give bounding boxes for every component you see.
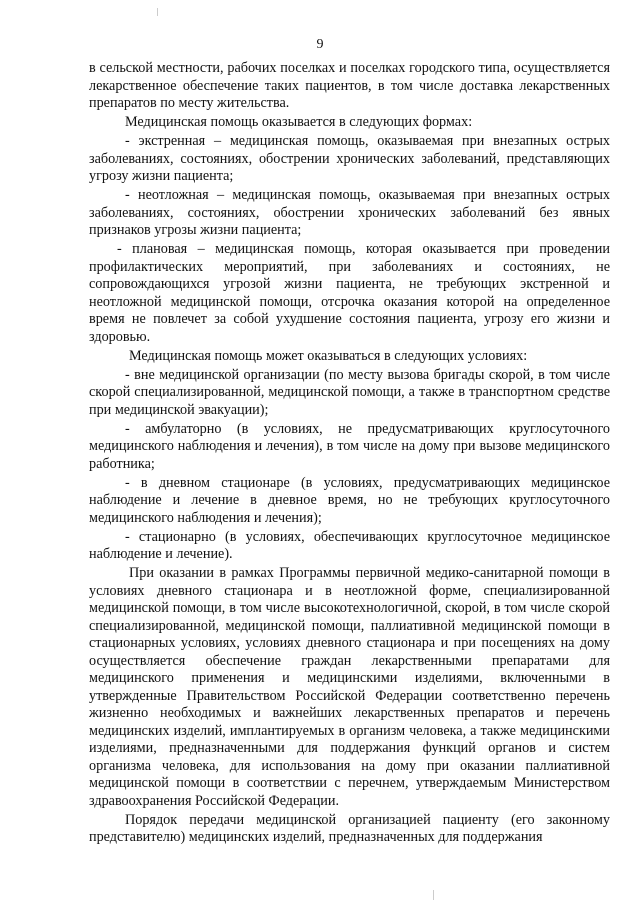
list-item: - неотложная – медицинская помощь, оказываемая при внезапных острых заболеваниях, состояниях, обострении хронических заболеваний без явных признаков угрозы жизни пациента; [89, 187, 610, 238]
paragraph: в сельской местности, рабочих поселках и поселках городского типа, осуществляется лекарственное обеспечение таких пациентов, в том числе доставка лекарственных препаратов по месту жительства. [89, 60, 610, 111]
list-item: - экстренная – медицинская помощь, оказываемая при внезапных острых заболеваниях, состояниях, обострении хронических заболеваний, представляющих угрозу жизни пациента; [89, 133, 610, 184]
page-number: 9 [316, 37, 324, 52]
scan-mark-top [157, 8, 158, 16]
paragraph: Порядок передачи медицинской организацией пациенту (его законному представителю) медицинских изделий, предназначенных для поддержания [89, 811, 610, 845]
list-item: - вне медицинской организации (по месту вызова бригады скорой, в том числе скорой специализированной, медицинской помощи, а также в транспортном средстве при медицинской эвакуации); [89, 366, 610, 418]
list-item: - стационарно (в условиях, обеспечивающих круглосуточное медицинское наблюдение и лечение). [89, 528, 610, 562]
paragraph: Медицинская помощь может оказываться в следующих условиях: [129, 347, 528, 364]
paragraph: Медицинская помощь оказывается в следующих формах: [125, 114, 473, 130]
document-body [89, 60, 610, 847]
scan-mark-bottom [433, 890, 434, 900]
list-item: - плановая – медицинская помощь, которая оказывается при проведении профилактических мероприятий, при заболеваниях и состояниях, не сопровождающихся угрозой жизни пациента, не требующих экстренной и неотложной медицинской помощи, отсрочка оказания которой на определенное время не повлечет за собой ухудшение состояния пациента, угрозу его жизни и здоровью. [89, 241, 610, 345]
paragraph: При оказании в рамках Программы первичной медико-санитарной помощи в условиях дневного стационара и в неотложной форме, специализированной медицинской помощи, в том числе высокотехнологичной, скорой, в том числе скорой специализированной, медицинской помощи, паллиативной медицинской помощи в стационарных условиях, условиях дневного стационара и при посещениях на дому осуществляется обеспечение граждан лекарственными препаратами для медицинского применения и медицинскими изделиями, включенными в утвержденные Правительством Российской Федерации соответственно перечень жизненно необходимых и важнейших лекарственных препаратов и перечень медицинских изделий, имплантируемых в организм человека, а также медицинскими изделиями, предназначенными для поддержания функций органов и систем организма человека, для использования на дому при оказании паллиативной медицинской помощи в соответствии с перечнем, утверждаемым Министерством здравоохранения Российской Федерации. [89, 565, 610, 809]
list-item: - в дневном стационаре (в условиях, предусматривающих медицинское наблюдение и лечение в дневное время, но не требующих круглосуточного медицинского наблюдения и лечения); [89, 474, 610, 526]
list-item: - амбулаторно (в условиях, не предусматривающих круглосуточного медицинского наблюдения и лечения), в том числе на дому при вызове медицинского работника; [89, 420, 610, 472]
